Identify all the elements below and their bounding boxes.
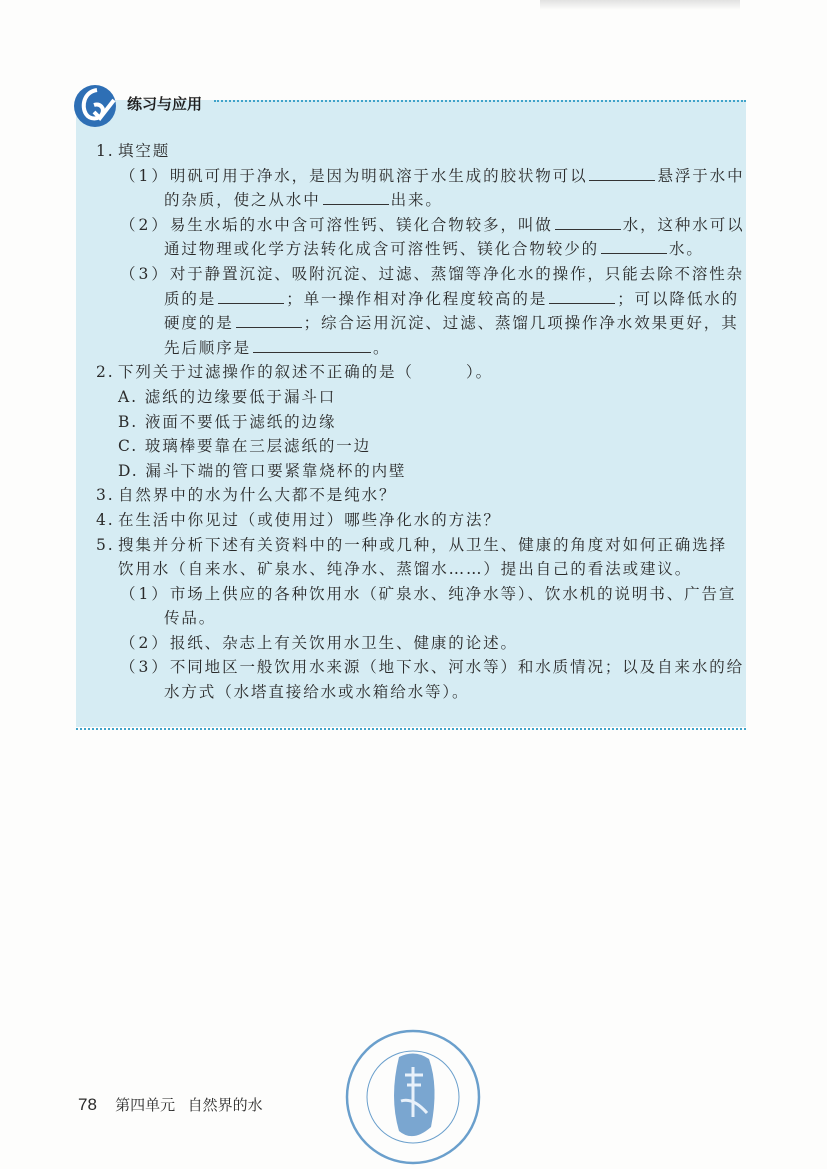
- line-text: A. 滤纸的边缘要低于漏斗口: [118, 387, 337, 406]
- text-line: [84, 582, 744, 607]
- text-line: [84, 237, 744, 262]
- line-text: 市场上供应的各种饮用水（矿泉水、纯净水等）、饮水机的说明书、广告宣: [169, 584, 737, 603]
- line-text: 报纸、杂志上有关饮用水卫生、健康的论述。: [169, 633, 518, 652]
- option-line: [84, 557, 744, 582]
- page-number: 78: [78, 1095, 97, 1114]
- line-text: 质的是: [164, 289, 217, 308]
- section-title: 练习与应用: [127, 95, 203, 113]
- fill-in-blank[interactable]: [236, 313, 302, 328]
- item-number: （2）: [120, 633, 170, 652]
- question-line: [84, 483, 744, 508]
- scan-shadow: [540, 0, 740, 10]
- line-text: 通过物理或化学方法转化成含可溶性钙、镁化合物较少的: [164, 240, 600, 259]
- text-line: [84, 262, 744, 287]
- line-text: 对于静置沉淀、吸附沉淀、过滤、蒸馏等净化水的操作，只能去除不溶性杂: [169, 264, 745, 283]
- line-text: 水，这种水可以: [622, 215, 745, 234]
- text-line: [84, 336, 744, 361]
- line-text: 饮用水（自来水、矿泉水、纯净水、蒸馏水……）提出自己的看法或建议。: [118, 560, 693, 579]
- fill-in-blank[interactable]: [589, 166, 655, 181]
- line-text: B. 液面不要低于滤纸的边缘: [118, 412, 337, 431]
- line-text: ；综合运用沉淀、过滤、蒸馏几项操作净水效果更好，其: [303, 314, 739, 333]
- line-text: 不同地区一般饮用水来源（地下水、河水等）和水质情况；以及自来水的给: [169, 658, 745, 677]
- page-footer: [78, 1094, 263, 1115]
- line-text: 自然界中的水为什么大都不是纯水？: [118, 486, 397, 505]
- fill-in-blank[interactable]: [555, 215, 621, 230]
- item-number: （2）: [120, 215, 170, 234]
- item-number: 5.: [96, 535, 115, 554]
- text-line: [84, 631, 744, 656]
- line-text: 下列关于过滤操作的叙述不正确的是（ ）。: [118, 363, 494, 382]
- line-text: 搜集并分析下述有关资料中的一种或几种，从卫生、健康的角度对如何正确选择: [118, 535, 728, 554]
- fill-in-blank[interactable]: [549, 289, 615, 304]
- item-number: 3.: [96, 486, 115, 505]
- dotted-divider-top: [214, 100, 746, 102]
- unit-label: 第四单元: [115, 1097, 176, 1114]
- line-text: 的杂质，使之从水中: [164, 191, 321, 210]
- line-text: 先后顺序是: [164, 338, 252, 357]
- exercise-list: [84, 139, 744, 705]
- item-number: 2.: [96, 363, 115, 382]
- fill-in-blank[interactable]: [253, 338, 371, 353]
- text-line: [84, 287, 744, 312]
- option-line: [84, 410, 744, 435]
- line-text: D. 漏斗下端的管口要紧靠烧杯的内壁: [118, 461, 407, 480]
- chapter-label: 自然界的水: [187, 1097, 263, 1114]
- line-text: ；单一操作相对净化程度较高的是: [286, 289, 548, 308]
- question-line: [84, 508, 744, 533]
- option-line: [84, 434, 744, 459]
- text-line: [84, 680, 744, 705]
- item-number: （3）: [120, 658, 170, 677]
- line-text: 传品。: [164, 609, 217, 628]
- item-number: 1.: [96, 142, 115, 160]
- question-line: [84, 533, 744, 558]
- line-text: 硬度的是: [164, 314, 234, 333]
- text-line: [84, 655, 744, 680]
- line-text: 易生水垢的水中含可溶性钙、镁化合物较多，叫做: [169, 215, 553, 234]
- option-line: [84, 385, 744, 410]
- question-line: [84, 360, 744, 385]
- fill-in-blank[interactable]: [323, 190, 389, 205]
- fill-in-blank[interactable]: [218, 289, 284, 304]
- line-text: 填空题: [118, 142, 171, 160]
- line-text: 悬浮于水中: [657, 166, 745, 185]
- watermark-seal: [343, 1027, 483, 1167]
- item-number: （1）: [120, 584, 170, 603]
- line-text: 水。: [669, 240, 704, 259]
- text-line: [84, 188, 744, 213]
- item-number: （3）: [120, 264, 170, 283]
- line-text: 水方式（水塔直接给水或水箱给水等）。: [164, 683, 470, 702]
- text-line: [84, 606, 744, 631]
- text-line: [84, 311, 744, 336]
- text-line: [84, 164, 744, 189]
- question-line: [84, 139, 744, 164]
- line-text: ；可以降低水的: [617, 289, 740, 308]
- line-text: 。: [373, 338, 391, 357]
- option-line: [84, 459, 744, 484]
- line-text: 明矾可用于净水，是因为明矾溶于水生成的胶状物可以: [169, 166, 588, 185]
- line-text: 在生活中你见过（或使用过）哪些净化水的方法？: [118, 510, 501, 529]
- line-text: C. 玻璃棒要靠在三层滤纸的一边: [118, 437, 372, 456]
- exercise-badge-icon: [72, 82, 118, 128]
- item-number: 4.: [96, 510, 115, 529]
- item-number: （1）: [120, 166, 170, 185]
- line-text: 出来。: [390, 191, 443, 210]
- text-line: [84, 213, 744, 238]
- fill-in-blank[interactable]: [601, 239, 667, 254]
- dotted-divider-bottom: [76, 728, 746, 730]
